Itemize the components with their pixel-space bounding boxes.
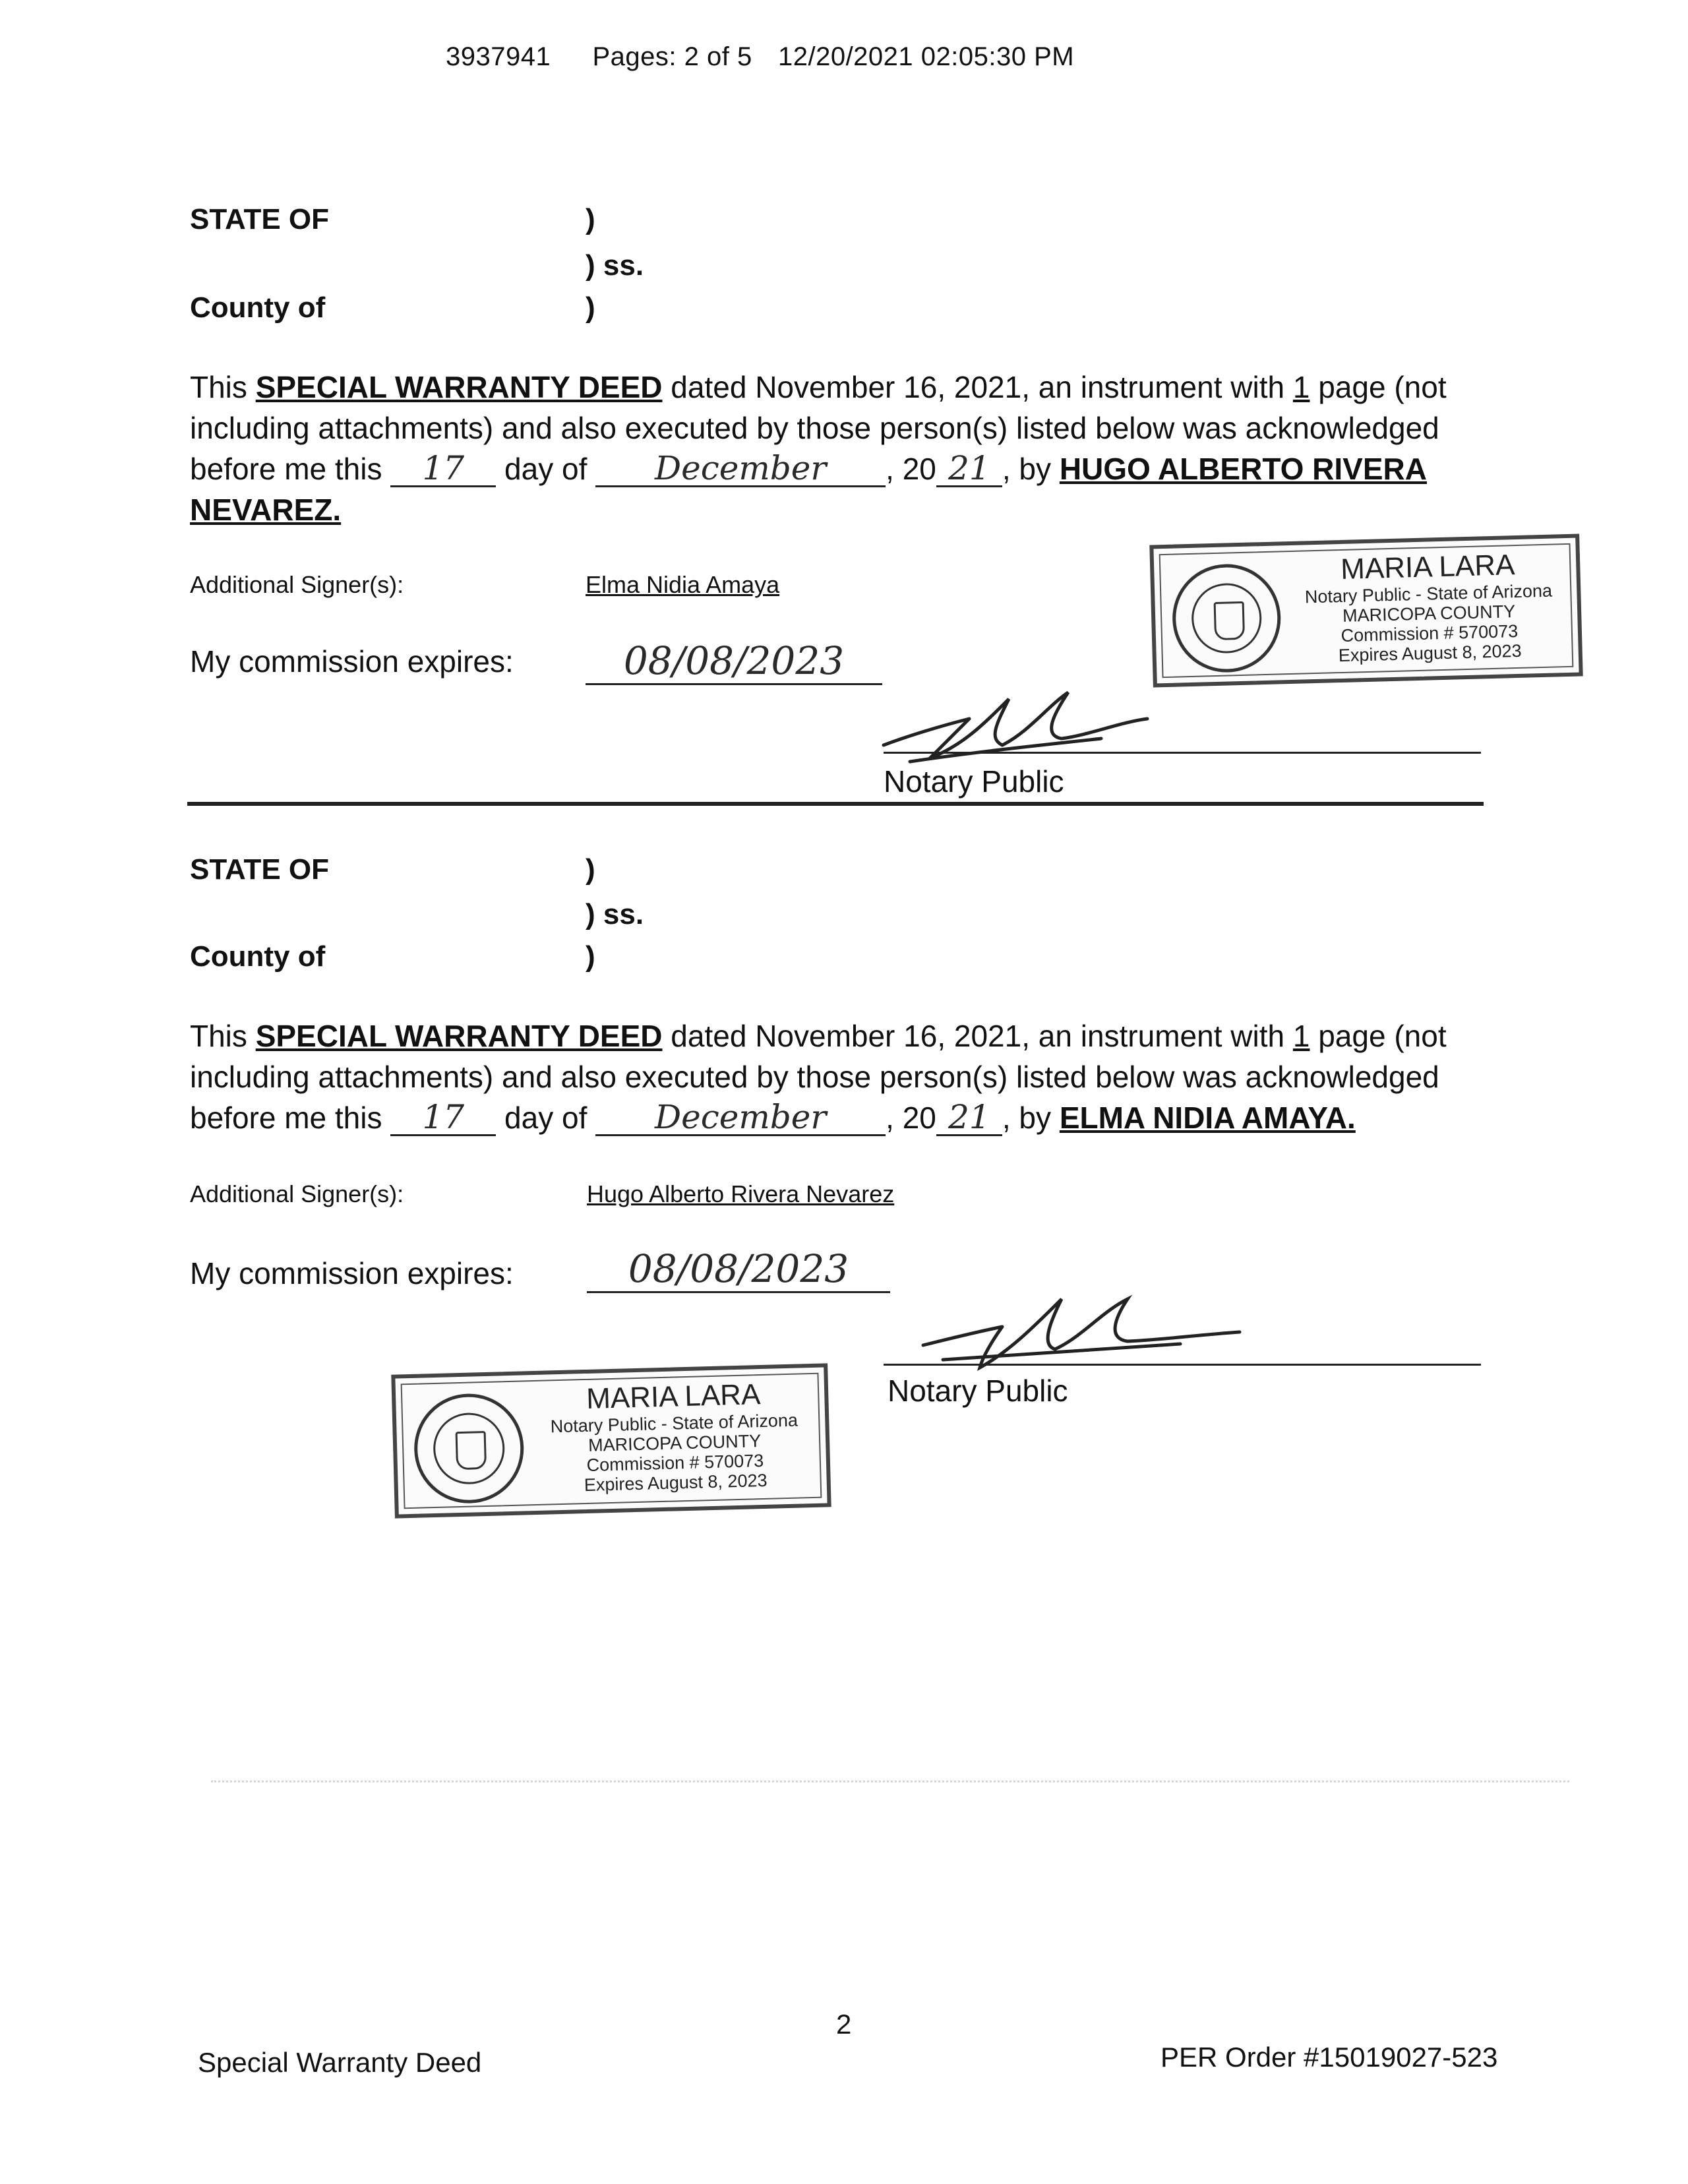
stamp-line: MARICOPA COUNTY (588, 1431, 762, 1455)
section-divider (187, 802, 1484, 806)
page-count: Pages: 2 of 5 (592, 42, 752, 71)
commission-date-handwritten: 08/08/2023 (586, 638, 882, 685)
stamp-notary-name: MARIA LARA (1340, 549, 1515, 586)
deed-type: SPECIAL WARRANTY DEED (255, 370, 663, 404)
ss-label: ) ss. (586, 249, 644, 282)
stamp-line: Commission # 570073 (1341, 621, 1519, 646)
paren: ) (586, 853, 595, 886)
day-field: 17 (390, 1100, 496, 1136)
stamp-notary-name: MARIA LARA (586, 1378, 761, 1415)
year-field: 21 (936, 1100, 1002, 1136)
ss-label: ) ss. (586, 898, 644, 930)
document-number: 3937941 (446, 42, 551, 71)
page-count-value: 1 (1292, 370, 1310, 404)
stamp-line: MARICOPA COUNTY (1342, 601, 1516, 626)
paren: ) (586, 940, 595, 973)
stamp-line: Expires August 8, 2023 (1338, 640, 1522, 666)
signature-line (884, 752, 1481, 754)
deed-type: SPECIAL WARRANTY DEED (255, 1019, 663, 1053)
page-number: 2 (836, 2009, 852, 2040)
paren: ) (586, 291, 595, 324)
year-field: 21 (936, 451, 1002, 487)
acknowledgment-paragraph: This SPECIAL WARRANTY DEED dated November 16, 2021, an instrument with 1 page (not including attachments) and also executed by those person(s) listed below was acknowledged before me this 17 day of December , 20 21 , by ELMA NIDIA AMAYA. (190, 1019, 1447, 1136)
recording-timestamp: 12/20/2021 02:05:30 PM (777, 42, 1075, 71)
month-field: December (595, 451, 886, 487)
notary-signature (870, 673, 1160, 772)
notary-stamp (1149, 534, 1582, 688)
stamp-line: Notary Public - State of Arizona (1304, 580, 1553, 607)
commission-date-handwritten: 08/08/2023 (587, 1246, 890, 1293)
additional-signers-label: Additional Signer(s): (190, 1180, 404, 1207)
page-count-value: 1 (1292, 1019, 1310, 1053)
commission-expires-label: My commission expires: (190, 1256, 514, 1290)
acknowledgment-paragraph: This SPECIAL WARRANTY DEED dated November 16, 2021, an instrument with 1 page (not including attachments) and also executed by those person(s) listed below was acknowledged before me this 17 day of December , 20 21 , by HUGO ALBERTO RIVERA NEVAREZ. (190, 370, 1447, 527)
county-of-label: County of (190, 291, 326, 324)
notary-stamp (391, 1363, 831, 1518)
month-field: December (595, 1100, 886, 1136)
stamp-line: Expires August 8, 2023 (584, 1470, 768, 1496)
footer-order-number: PER Order #15019027-523 (1160, 2042, 1498, 2073)
stamp-line: Notary Public - State of Arizona (550, 1410, 799, 1437)
state-of-label: STATE OF (190, 203, 330, 235)
signature-line (884, 1364, 1481, 1366)
additional-signers-value: Hugo Alberto Rivera Nevarez (587, 1180, 895, 1207)
commission-expires-label: My commission expires: (190, 644, 514, 679)
state-of-label: STATE OF (190, 853, 330, 886)
day-field: 17 (390, 451, 496, 487)
county-of-label: County of (190, 940, 326, 973)
additional-signers-label: Additional Signer(s): (190, 571, 404, 598)
paren: ) (586, 203, 595, 235)
footer-document-title: Special Warranty Deed (198, 2047, 482, 2078)
recording-header (446, 42, 1074, 72)
stamp-line: Commission # 570073 (586, 1450, 764, 1475)
notary-public-label: Notary Public (888, 1374, 1068, 1408)
signer-name-cont: NEVAREZ. (190, 493, 342, 527)
scan-artifact (211, 1780, 1569, 1784)
signer-name: ELMA NIDIA AMAYA. (1059, 1101, 1356, 1135)
signer-name: HUGO ALBERTO RIVERA (1059, 452, 1427, 486)
notary-public-label: Notary Public (884, 764, 1064, 799)
additional-signers-value: Elma Nidia Amaya (586, 571, 780, 598)
